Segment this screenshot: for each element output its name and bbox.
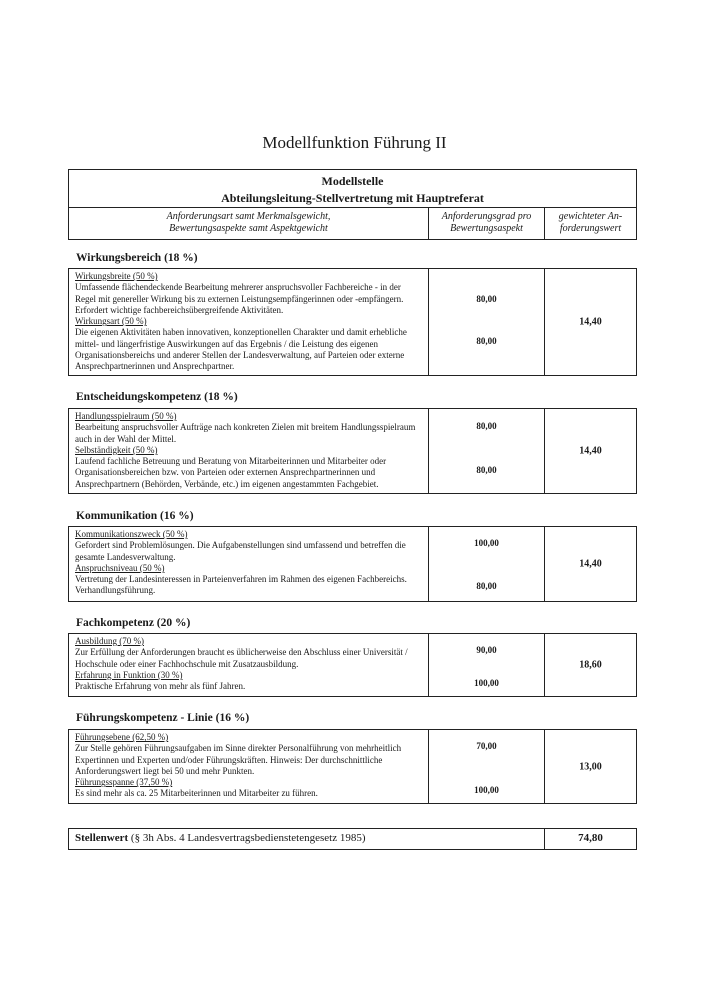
header-columns — [69, 208, 636, 240]
aspect-grade: 90,00 — [476, 645, 497, 655]
section-box — [68, 268, 637, 376]
aspect-text: Zur Stelle gehören Führungsaufgaben im Sinne direkter Personalführung von mehrheitlich Expertinnen und Experten und/oder Führungskräften. Hinweis: Der durchschnittliche Anforderungswert liegt bei 50 und mehr Punkten. — [75, 743, 402, 776]
aspect-text: Praktische Erfahrung von mehr als fünf Jahren. — [75, 681, 246, 692]
section-value: 13,00 — [579, 761, 602, 772]
section-title: Fachkompetenz (20 %) — [76, 617, 191, 629]
section-grades — [429, 527, 545, 601]
section-aspects — [69, 730, 429, 803]
section-aspects — [69, 634, 429, 696]
section-grades — [429, 409, 545, 493]
aspect-grade: 100,00 — [474, 678, 499, 688]
section-value-cell — [545, 269, 636, 375]
aspect-heading: Führungsebene (62,50 %) — [75, 732, 169, 742]
section-value: 14,40 — [579, 316, 602, 328]
header-col-grade-line-2: Bewertungsaspekt — [450, 223, 523, 234]
section-title: Führungskompetenz - Linie (16 %) — [76, 712, 250, 724]
total-label: Stellenwert — [75, 832, 129, 844]
aspect-text: Zur Erfüllung der Anforderungen braucht es üblicherweise den Abschluss einer Universität / Hochschule oder einer Fachhochschule mit Zusatzausbildung. — [75, 647, 408, 669]
section-box — [68, 408, 637, 494]
aspect-heading: Ausbildung (70 %) — [75, 636, 144, 646]
section-box — [68, 526, 637, 602]
total-row — [68, 828, 637, 850]
section-value-cell — [545, 409, 636, 493]
total-value: 74,80 — [578, 832, 603, 844]
section-grades — [429, 634, 545, 696]
header-col-aspects — [69, 208, 429, 240]
aspect-text: Laufend fachliche Betreuung und Beratung von Mitarbeiterinnen und Mitarbeiter oder Organisationsbereichen bzw. von Parteien oder externen Ansprechpartnerinnen und Ansprechpartnern (Behörden, Verbände, etc.) im eigenen angestammten Fachgebiet. — [75, 456, 387, 489]
aspect-heading: Kommunikationszweck (50 %) — [75, 529, 188, 539]
header-box — [68, 169, 637, 240]
aspect-heading: Erfahrung in Funktion (30 %) — [75, 669, 183, 680]
aspect-grade: 80,00 — [476, 336, 497, 346]
aspect-grade: 100,00 — [474, 785, 499, 795]
aspect-heading: Führungsspanne (37,50 %) — [75, 777, 173, 788]
section-title: Wirkungsbereich (18 %) — [76, 252, 198, 264]
aspect-text: Umfassende flächendeckende Bearbeitung mehrerer anspruchsvoller Fachbereiche - in der Regel mit genereller Wirkung bis zu externen Leistungsempfängerinnen oder -empfängern. Erfordert wichtige fachbereichsübergreifende Aktivitäten. — [75, 282, 404, 315]
aspect-heading: Selbständigkeit (50 %) — [75, 444, 158, 455]
section-grades — [429, 269, 545, 375]
section-title: Kommunikation (16 %) — [76, 510, 194, 522]
section-value: 18,60 — [579, 659, 602, 671]
section-box — [68, 729, 637, 804]
header-col-value — [545, 208, 636, 240]
header-line-2: Abteilungsleitung-Stellvertretung mit Hauptreferat — [221, 191, 484, 205]
section-aspects — [69, 409, 429, 493]
aspect-grade: 70,00 — [476, 741, 497, 751]
section-value: 14,40 — [579, 445, 602, 457]
header-col-grade-line-1: Anforderungsgrad pro — [441, 211, 532, 222]
header-col-value-line-2: forderungswert — [559, 223, 622, 234]
aspect-grade: 100,00 — [474, 538, 499, 548]
aspect-heading: Wirkungsart (50 %) — [75, 316, 147, 327]
aspect-grade: 80,00 — [476, 465, 497, 475]
aspect-text: Vertretung der Landesinteressen in Parteienverfahren im Rahmen des eigenen Fachbereichs. Verhandlungsführung. — [75, 574, 407, 596]
section-box — [68, 633, 637, 697]
header-col-grade — [429, 208, 545, 240]
aspect-text: Bearbeitung anspruchsvoller Aufträge nach konkreten Zielen mit breitem Handlungsspielraum auch in der Wahl der Mittel. — [75, 422, 416, 444]
header-col-aspects-line-2: Bewertungsaspekte samt Aspektgewicht — [169, 223, 328, 234]
section-value-cell — [545, 527, 636, 601]
document-title: Modellfunktion Führung II — [262, 133, 447, 152]
section-title: Entscheidungskompetenz (18 %) — [76, 391, 238, 403]
section-value: 14,40 — [579, 558, 602, 570]
header-col-value-line-1: gewichteter An- — [558, 211, 623, 222]
section-value-cell — [545, 730, 636, 803]
aspect-grade: 80,00 — [476, 294, 497, 304]
aspect-heading: Handlungsspielraum (50 %) — [75, 411, 177, 421]
aspect-grade: 80,00 — [476, 421, 497, 431]
section-grades — [429, 730, 545, 803]
header-line-1: Modellstelle — [321, 174, 384, 188]
aspect-text: Die eigenen Aktivitäten haben innovativen, konzeptionellen Charakter und damit erhebliche mittel- und längerfristige Auswirkungen auf das Ergebnis / die Leistung des eigenen Organisationsbereichs und anderer Stellen der Landesverwaltung, auf Parteien oder externe Ansprechpartnerinnen und Ansprechpartner. — [75, 327, 407, 372]
section-aspects — [69, 269, 429, 375]
aspect-text: Gefordert sind Problemlösungen. Die Aufgabenstellungen sind umfassend und betreffen die gesamte Landesverwaltung. — [75, 540, 406, 562]
aspect-text: Es sind mehr als ca. 25 Mitarbeiterinnen und Mitarbeiter zu führen. — [75, 788, 318, 799]
header-title — [69, 170, 636, 208]
header-col-aspects-line-1: Anforderungsart samt Merkmalsgewicht, — [166, 211, 331, 222]
aspect-grade: 80,00 — [476, 581, 497, 591]
total-note: (§ 3h Abs. 4 Landesvertragsbedienstetengesetz 1985) — [130, 832, 366, 844]
section-value-cell — [545, 634, 636, 696]
aspect-heading: Anspruchsniveau (50 %) — [75, 562, 165, 573]
section-aspects — [69, 527, 429, 601]
total-label-cell — [69, 829, 545, 849]
aspect-heading: Wirkungsbreite (50 %) — [75, 271, 158, 281]
